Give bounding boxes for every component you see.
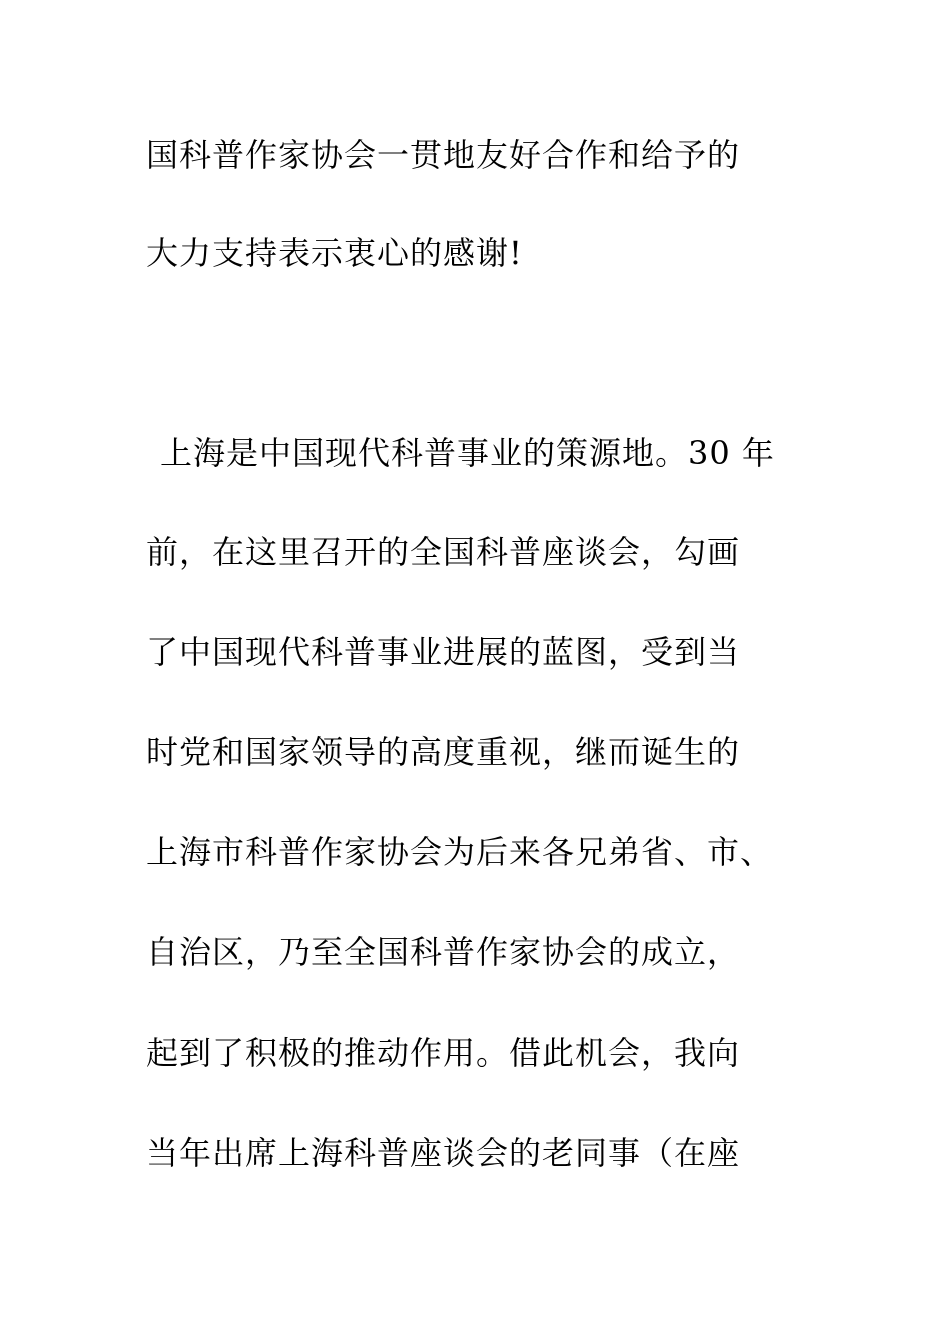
paragraph-2-line-1: 上海是中国现代科普事业的策源地。30 年 <box>160 434 775 472</box>
paragraph-2-line-2: 前，在这里召开的全国科普座谈会，勾画 <box>146 533 741 571</box>
paragraph-2-line-3: 了中国现代科普事业进展的蓝图，受到当 <box>146 633 741 671</box>
paragraph-1-line-2: 大力支持表示衷心的感谢! <box>146 234 523 272</box>
paragraph-2-line-5: 上海市科普作家协会为后来各兄弟省、市、 <box>146 833 774 871</box>
paragraph-2-line-6: 自治区，乃至全国科普作家协会的成立， <box>146 933 741 971</box>
paragraph-2-line-7: 起到了积极的推动作用。借此机会，我向 <box>146 1034 741 1072</box>
paragraph-1-line-1: 国科普作家协会一贯地友好合作和给予的 <box>146 136 741 174</box>
paragraph-2-line-8: 当年出席上海科普座谈会的老同事（在座 <box>146 1134 741 1172</box>
paragraph-2-line-4: 时党和国家领导的高度重视，继而诞生的 <box>146 733 741 771</box>
